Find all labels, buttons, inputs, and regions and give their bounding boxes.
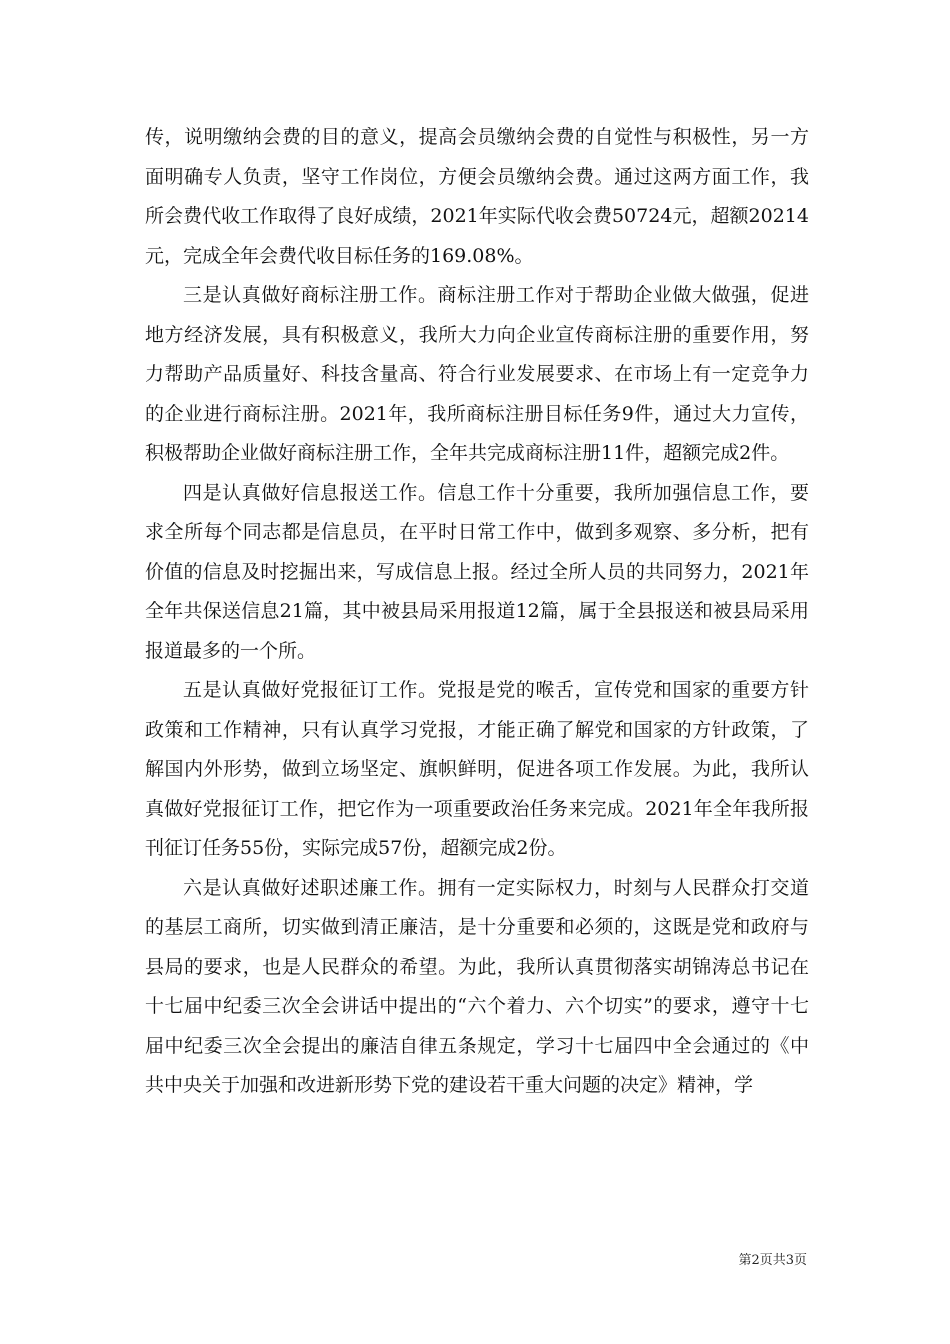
document-body (145, 118, 809, 1106)
page-number-footer: 第2页共3页 (738, 1253, 807, 1268)
paragraph-information-reporting: 四是认真做好信息报送工作。信息工作十分重要，我所加强信息工作，要求全所每个同志都是信息员，在平时日常工作中，做到多观察、多分析，把有价值的信息及时挖掘出来，写成信息上报。经过全所人员的共同努力，2021年全年共保送信息21篇，其中被县局采用报道12篇，属于全县报送和被县局采用报道最多的一个所。 (145, 481, 809, 662)
paragraph-continuation: 传，说明缴纳会费的目的意义，提高会员缴纳会费的自觉性与积极性，另一方面明确专人负责，坚守工作岗位，方便会员缴纳会费。通过这两方面工作，我所会费代收工作取得了良好成绩，2021年实际代收会费50724元，超额20214元，完成全年会费代收目标任务的169.08%。 (145, 126, 809, 267)
paragraph-duty-integrity-report: 六是认真做好述职述廉工作。拥有一定实际权力，时刻与人民群众打交道的基层工商所，切实做到清正廉洁，是十分重要和必须的，这既是党和政府与县局的要求，也是人民群众的希望。为此，我所认真贯彻落实胡锦涛总书记在十七届中纪委三次全会讲话中提出的“六个着力、六个切实”的要求，遵守十七届中纪委三次全会提出的廉洁自律五条规定，学习十七届四中全会通过的《中共中央关于加强和改进新形势下党的建设若干重大问题的决定》精神，学 (145, 876, 809, 1096)
paragraph-party-newspaper-subscription: 五是认真做好党报征订工作。党报是党的喉舌，宣传党和国家的重要方针政策和工作精神，只有认真学习党报，才能正确了解党和国家的方针政策，了解国内外形势，做到立场坚定、旗帜鲜明，促进各项工作发展。为此，我所认真做好党报征订工作，把它作为一项重要政治任务来完成。2021年全年我所报刊征订任务55份，实际完成57份，超额完成2份。 (145, 679, 809, 859)
paragraph-trademark-registration: 三是认真做好商标注册工作。商标注册工作对于帮助企业做大做强，促进地方经济发展，具有积极意义，我所大力向企业宣传商标注册的重要作用，努力帮助产品质量好、科技含量高、符合行业发展要求、在市场上有一定竞争力的企业进行商标注册。2021年，我所商标注册目标任务9件，通过大力宣传，积极帮助企业做好商标注册工作，全年共完成商标注册11件，超额完成2件。 (145, 284, 809, 464)
